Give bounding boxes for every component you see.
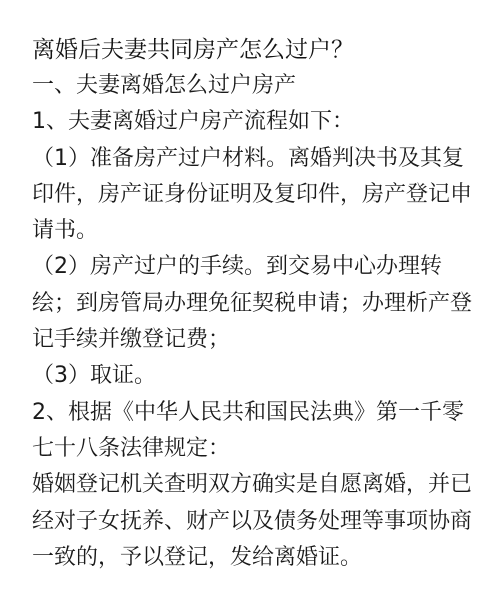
text-line-conclusion-c: 一致的，予以登记，发给离婚证。 [32, 544, 363, 570]
text-line-step2-b: 绘；到房管局办理免征契税申请；办理析产登 [32, 290, 473, 316]
text-line-step2-c: 记手续并缴登记费； [32, 327, 231, 353]
subheading-process: 1、夫妻离婚过户房产流程如下： [32, 109, 354, 135]
text-line-law-a: 2、根据《中华人民共和国民法典》第一千零 [32, 399, 464, 425]
text-line-step1-a: （1）准备房产过户材料。离婚判决书及其复 [32, 145, 464, 171]
text-line-step3: （3）取证。 [32, 363, 156, 389]
text-line-conclusion-a: 婚姻登记机关查明双方确实是自愿离婚，并已 [32, 472, 473, 498]
text-line-step1-b: 印件，房产证身份证明及复印件，房产登记申 [32, 181, 473, 207]
article-title: 离婚后夫妻共同房产怎么过户？ [32, 37, 354, 63]
text-line-conclusion-b: 经对子女抚养、财产以及债务处理等事项协商 [32, 508, 473, 534]
section-heading-1: 一、夫妻离婚怎么过户房产 [32, 73, 297, 98]
text-line-law-b: 七十八条法律规定： [32, 435, 231, 461]
text-line-step2-a: （2）房产过户的手续。到交易中心办理转 [32, 254, 442, 280]
text-line-step1-c: 请书。 [32, 218, 99, 244]
